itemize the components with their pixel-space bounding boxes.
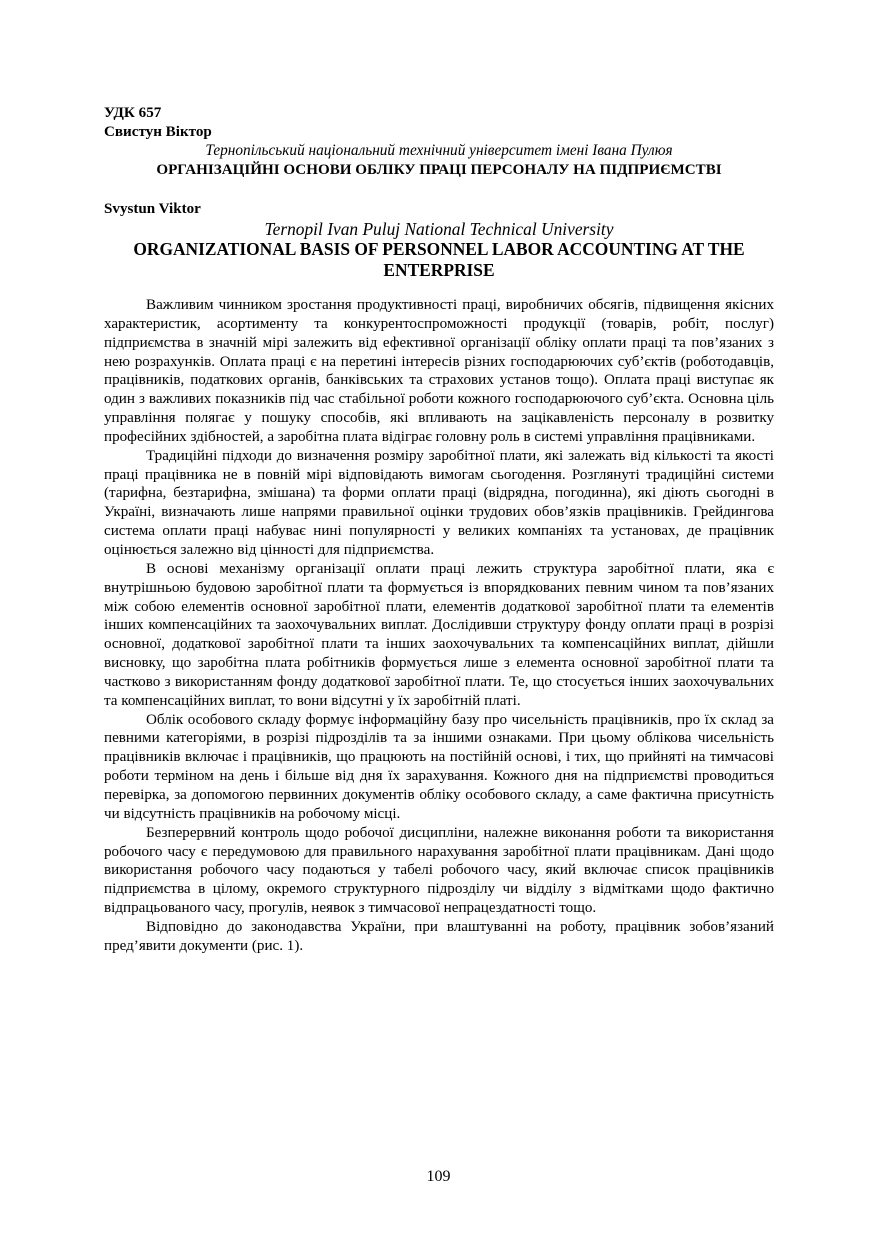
title-en bbox=[104, 239, 774, 280]
paragraph: В основі механізму організації оплати праці лежить структура заробітної плати, яка є внутрішньою будовою заробітної плати та формується із впорядкованих певним чином та пов’язаних між собою елементів основної заробітної плати, елементів додаткової заробітної плати та елементів інших компенсаційних та заохочувальних виплат. Дослідивши структуру фонду оплати праці в розрізі основної, додаткової заробітної плати та інших заохочувальних та компенсаційних виплат, дійшли висновку, що заробітна плата робітників формується лише з елемента основної заробітної плати та частково з використанням фонду додаткової заробітної плати. Те, що стосується інших заохочувальних та компенсаційних виплат, то вони відсутні у їх заробітній платі. bbox=[104, 560, 774, 709]
title-en-line-2: ENTERPRISE bbox=[383, 259, 495, 280]
title-en-line-1: ORGANIZATIONAL BASIS OF PERSONNEL LABOR ACCOUNTING AT THE bbox=[133, 239, 745, 260]
body-text bbox=[104, 296, 774, 956]
author-en: Svystun Viktor bbox=[104, 200, 201, 217]
paper-page bbox=[104, 104, 774, 956]
paragraph: Облік особового складу формує інформаційну базу про чисельність працівників, про їх склад за певними категоріями, в розрізі підрозділів та за іншими ознаками. При цьому облікова чисельність працівників включає і працівників, що працюють на постійній основі, і тих, що прийняті на тимчасові роботи терміном на день і більше від дня їх зарахування. Кожного дня на підприємстві проводиться перевірка, за допомогою первинних документів обліку особового складу, а саме фактична присутність чи відсутність працівників на робочому місці. bbox=[104, 711, 774, 822]
paragraph: Традиційні підходи до визначення розміру заробітної плати, які залежать від кількості та якості праці працівника не в повній мірі відповідають вимогам сьогодення. Розглянуті традиційні системи (тарифна, безтарифна, змішана) та форми оплати праці (відрядна, погодинна), які діють сьогодні в Україні, визначають лише напрями правильної оцінки трудових обов’язків працівників. Грейдингова система оплати праці набуває нині популярності у великих компаніях та установах, де працівник оцінюється залежно від цінності для підприємства. bbox=[104, 447, 774, 558]
udk-code: УДК 657 bbox=[104, 105, 162, 121]
paragraph: Важливим чинником зростання продуктивності праці, виробничих обсягів, підвищення якісних характеристик, асортименту та конкурентоспроможності продукції (товарів, робіт, послуг) підприємства в значній мірі залежить від ефективної організації обліку оплати праці та пов’язаних з нею розрахунків. Оплата праці є на перетині інтересів різних господарюючих суб’єктів (роботодавців, працівників, податкових органів, банківських та страхових установ тощо). Оплата праці виступає як один з важливих показників під час стабільної роботи кожного господарюючого суб’єкта. Основна ціль управління полягає у пошуку способів, які впливають на зацікавленість персоналу в розвитку професійних здібностей, а заробітна плата відіграє головну роль в системі управління працівниками. bbox=[104, 297, 774, 445]
title-ua: ОРГАНІЗАЦІЙНІ ОСНОВИ ОБЛІКУ ПРАЦІ ПЕРСОНАЛУ НА ПІДПРИЄМСТВІ bbox=[156, 161, 722, 178]
page-number: 109 bbox=[426, 1168, 451, 1185]
paragraph: Відповідно до законодавства України, при влаштуванні на роботу, працівник зобов’язаний пред’явити документи (рис. 1). bbox=[104, 918, 774, 954]
affiliation-en: Ternopil Ivan Puluj National Technical University bbox=[264, 218, 614, 239]
affiliation-ua: Тернопільський національний технічний університет імені Івана Пулюя bbox=[205, 141, 673, 159]
paragraph: Безперервний контроль щодо робочої дисципліни, належне виконання роботи та використання робочого часу є передумовою для правильного нарахування заробітної плати працівникам. Дані щодо використання робочого часу подаються у табелі робочого часу, який включає список працівників підприємства в цілому, окремого структурного підрозділу чи відділу з відмітками щодо фактично відпрацьованого часу, прогулів, неявок з тимчасової непрацездатності тощо. bbox=[104, 824, 774, 917]
author-ua: Свистун Віктор bbox=[104, 123, 212, 140]
